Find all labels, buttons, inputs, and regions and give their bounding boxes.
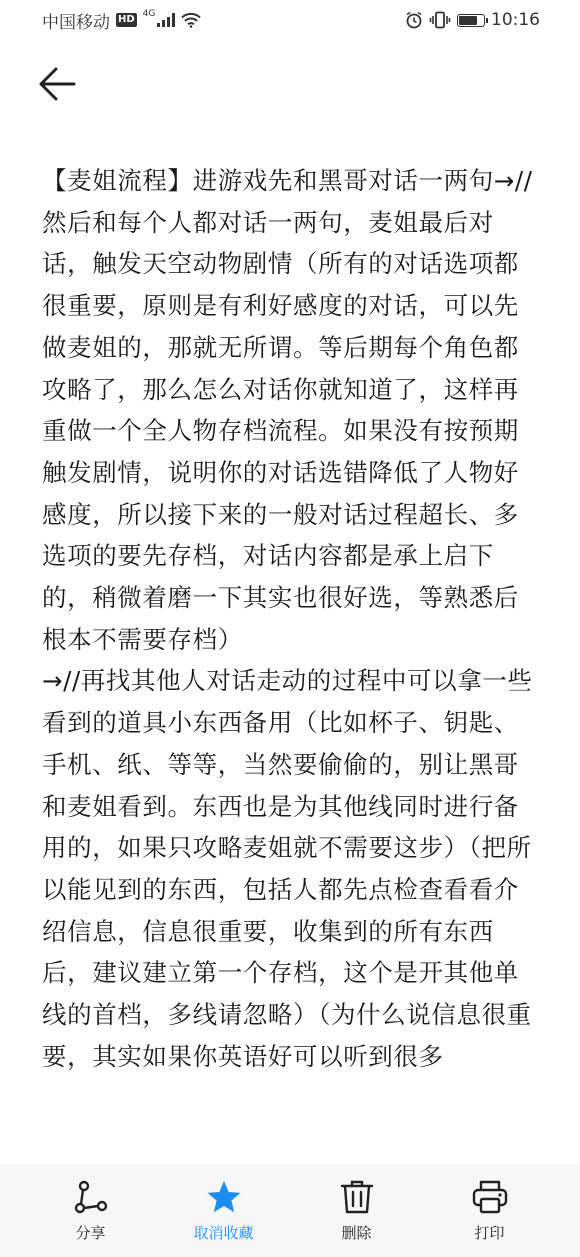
article-text: 【麦姐流程】进游戏先和黑哥对话一两句→//然后和每个人都对话一两句，麦姐最后对话，触发天空动物剧情（所有的对话选项都很重要，原则是有利好感度的对话，可以先做麦姐的，那就无所谓。等后期每个角色都攻略了，那么怎么对话你就知道了，这样再重做一个全人物存档流程。如果没有按预期触发剧情，说明你的对话选错降低了人物好感度，所以接下来的一般对话过程超长、多选项的要先存档，对话内容都是承上启下的，稍微着磨一下其实也很好选，等熟悉后根本不需要存档） →//再找其他人对话走动的过程中可以拿一些看到的道具小东西备用（比如杯子、钥匙、手机、纸、等等，当然要偷偷的，别让黑哥和麦姐看到。东西也是为其他线同时进行备用的，如果只攻略麦姐就不需要这步）（把所以能见到的东西，包括人都先点检查看看介绍信息，信息很重要，收集到的所有东西后，建议建立第一个存档，这个是开其他单线的首档，多线请忽略）（为什么说信息很重要，其实如果你英语好可以听到很多 <box>42 166 533 1071</box>
hd-icon: HD <box>118 14 135 25</box>
back-button[interactable] <box>36 62 80 106</box>
vibrate-icon <box>429 11 451 29</box>
bottom-toolbar <box>0 1164 580 1257</box>
battery-level <box>459 16 477 25</box>
carrier-name: 中国移动 <box>42 12 110 33</box>
battery-icon <box>457 14 485 27</box>
print-button[interactable] <box>445 1179 535 1243</box>
status-bar <box>0 0 580 40</box>
clock-time: 10:16 <box>491 10 540 30</box>
unfavorite-label: 取消收藏 <box>193 1223 254 1242</box>
article-content <box>42 160 540 1165</box>
share-button[interactable] <box>46 1179 136 1243</box>
star-icon <box>206 1179 242 1215</box>
printer-icon <box>472 1180 508 1214</box>
trash-icon <box>340 1179 374 1215</box>
arrow-left-icon <box>36 62 80 106</box>
signal-icon <box>157 13 175 27</box>
status-left <box>42 8 201 33</box>
print-label: 打印 <box>474 1223 505 1242</box>
wifi-icon <box>181 12 201 28</box>
delete-button[interactable] <box>312 1179 402 1243</box>
share-label: 分享 <box>75 1223 106 1242</box>
unfavorite-button[interactable] <box>179 1179 269 1243</box>
network-type: 4G <box>142 9 156 19</box>
alarm-icon <box>405 11 423 29</box>
status-right <box>405 10 540 30</box>
share-icon <box>74 1180 108 1214</box>
delete-label: 删除 <box>341 1223 372 1242</box>
